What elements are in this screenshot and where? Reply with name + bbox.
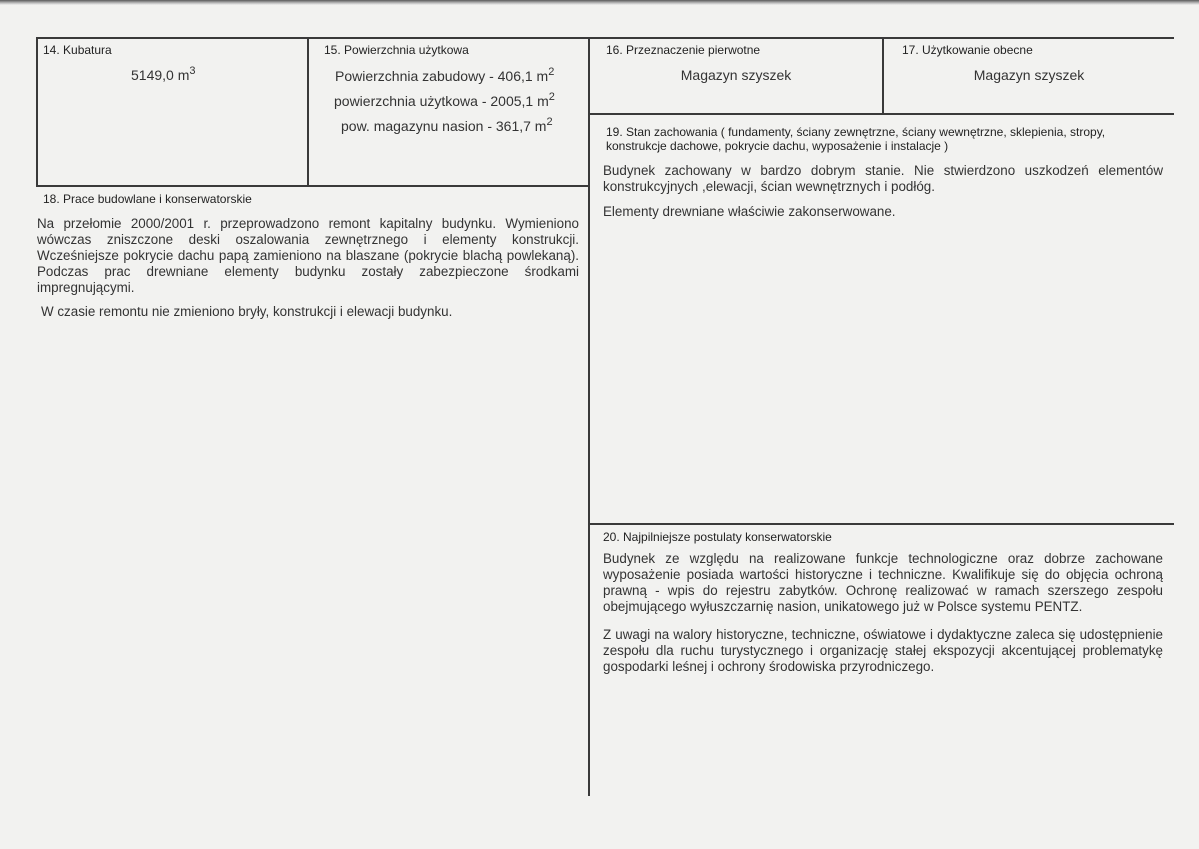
- section-14-value: [131, 67, 196, 83]
- section-16-value: Magazyn szyszek: [680, 67, 792, 83]
- frame-left-line: [36, 37, 38, 187]
- section-20-header: 20. Najpilniejsze postulaty konserwatorskie: [603, 530, 832, 544]
- section-19-paragraph-1: Budynek zachowany w bardzo dobrym stanie. Nie stwierdzono uszkodzeń elementów konstrukcyjnych ,elewacji, ścian wewnętrznych i podłóg.: [603, 163, 1163, 194]
- area-line-3: [341, 118, 553, 134]
- section-19-header: 19. Stan zachowania ( fundamenty, ściany zewnętrzne, ściany wewnętrzne, sklepienia, stropy, konstrukcje dachowe, pokrycie dachu, wyposażenie i instalacje ): [606, 125, 1106, 153]
- kubatura-unit-exponent: 3: [189, 65, 196, 77]
- section-19-paragraph-2: Elementy drewniane właściwie zakonserwowane.: [603, 204, 896, 219]
- area-line-3-text: pow. magazynu nasion - 361,7 m: [341, 118, 547, 134]
- section-16-header: 16. Przeznaczenie pierwotne: [606, 43, 761, 57]
- area-line-2-exponent: 2: [548, 91, 555, 103]
- area-line-2: [334, 93, 555, 109]
- section-14-header: 14. Kubatura: [43, 43, 112, 57]
- section-17-header: 17. Użytkowanie obecne: [902, 43, 1033, 57]
- kubatura-value: 5149,0 m: [131, 67, 190, 83]
- scan-top-edge: [0, 0, 1199, 5]
- section-18-paragraph-2: W czasie remontu nie zmieniono bryły, konstrukcji i elewacji budynku.: [41, 304, 453, 319]
- divider-center: [588, 37, 590, 796]
- frame-top-line: [36, 37, 1174, 39]
- section-18-paragraph-1: Na przełomie 2000/2001 r. przeprowadzono remont kapitalny budynku. Wymieniono wówczas zniszczone deski oszalowania zewnętrznego i elementy konstrukcji. Wcześniejsze pokrycie dachu papą zamieniono na blaszane (pokrycie blachą powlekaną). Podczas prac drewniane elementy budynku zostały zabezpieczone środkami impregnującymi.: [37, 216, 579, 295]
- section-15-header: 15. Powierzchnia użytkowa: [324, 43, 469, 57]
- line-above-18: [36, 185, 588, 187]
- area-line-1-exponent: 2: [548, 66, 555, 78]
- area-line-2-text: powierzchnia użytkowa - 2005,1 m: [334, 93, 549, 109]
- area-line-1-text: Powierzchnia zabudowy - 406,1 m: [335, 68, 549, 84]
- section-20-paragraph-2: Z uwagi na walory historyczne, techniczne, oświatowe i dydaktyczne zaleca się udostępnienie zespołu dla ruchu turystycznego i organizację stałej ekspozycji akcentującej problematykę gospodarki leśnej i ochrony środowiska przyrodniczego.: [603, 627, 1163, 674]
- line-below-16-17: [588, 113, 1174, 115]
- section-17-value: Magazyn szyszek: [973, 67, 1085, 83]
- area-line-3-exponent: 2: [546, 116, 553, 128]
- area-line-1: [335, 68, 554, 84]
- section-20-paragraph-1: Budynek ze względu na realizowane funkcje technologiczne oraz dobrze zachowane wyposażenie posiada wartości historyczne i techniczne. Kwalifikuje się do objęcia ochroną prawną - wpis do rejestru zabytków. Ochronę realizować w ramach szerszego zespołu obejmującego wyłuszczarnię nasion, unikatowego już w Polsce systemu PENTZ.: [603, 551, 1163, 614]
- line-above-20: [588, 523, 1174, 525]
- section-18-header: 18. Prace budowlane i konserwatorskie: [43, 192, 252, 206]
- divider-14-15: [307, 37, 309, 187]
